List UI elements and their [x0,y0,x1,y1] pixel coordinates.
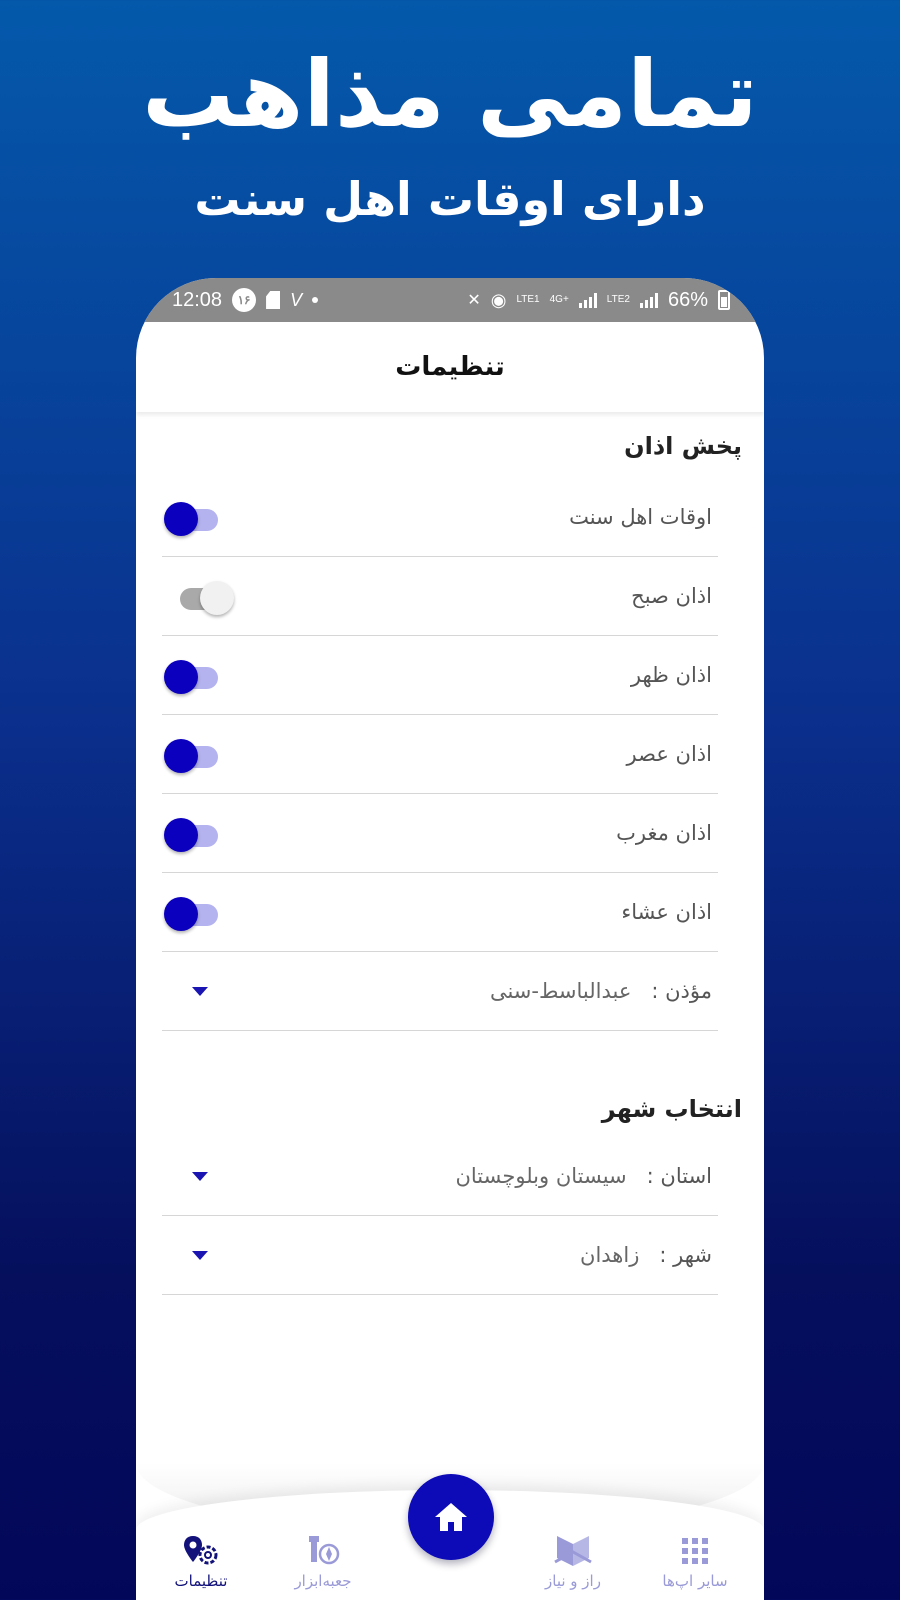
signal-icon-2 [640,292,658,308]
setting-label: اذان صبح [631,584,712,608]
toggle-dhuhr[interactable] [162,657,222,693]
promo-title: تمامی مذاهب [142,41,758,148]
status-bar [136,278,764,322]
notification-badge: ۱۶ [232,288,256,312]
city-section-title: انتخاب شهر [601,1095,742,1123]
azan-section-title: پخش اذان [624,432,742,460]
battery-icon [718,290,730,310]
home-button[interactable] [408,1474,494,1560]
home-icon [433,1501,469,1533]
nav-prayer[interactable] [518,1534,628,1590]
city-key: شهر : [659,1243,712,1267]
setting-row-asr[interactable] [162,715,718,794]
muezzin-label [490,979,712,1003]
province-select[interactable] [162,1137,718,1216]
setting-label: اذان ظهر [630,663,712,687]
mute-icon: ✕ [467,292,481,309]
chevron-down-icon[interactable] [192,1172,208,1181]
province-value: سیستان وبلوچستان [455,1164,627,1188]
battery-percent: 66% [667,288,708,311]
chevron-down-icon[interactable] [192,987,208,996]
setting-label: اذان عشاء [621,900,712,924]
bottom-nav [136,1490,764,1600]
nav-other-apps-label: سایر اپ‌ها [662,1572,728,1590]
muezzin-value: عبدالباسط-سنی [489,979,632,1003]
province-key: استان : [646,1164,712,1188]
status-time: 12:08 [172,288,223,311]
province-label [455,1164,712,1188]
toggle-fajr[interactable] [162,578,222,614]
more-dot-icon [312,297,318,303]
toggle-isha[interactable] [162,894,222,930]
location-gear-icon [181,1534,221,1568]
nav-prayer-label: راز و نیاز [545,1572,601,1590]
flashlight-compass-icon [303,1534,343,1568]
grid-apps-icon [678,1534,712,1568]
chevron-down-icon[interactable] [192,1251,208,1260]
nav-toolbox[interactable] [268,1534,378,1590]
signal-icon [579,292,597,308]
setting-label: اوقات اهل سنت [569,505,712,529]
nav-toolbox-label: جعبه‌ابزار [294,1572,352,1590]
muezzin-key: مؤذن : [651,979,712,1003]
quran-book-icon [551,1534,595,1568]
hotspot-icon: ◉ [490,289,507,310]
muezzin-select[interactable] [162,952,718,1031]
v-icon: V [290,289,303,310]
nav-settings-label: تنظیمات [174,1572,228,1590]
phone-frame [136,278,764,1600]
sim2-label: LTE2 [606,294,630,305]
setting-row-maghrib[interactable] [162,794,718,873]
nav-settings[interactable] [146,1534,256,1590]
nav-other-apps[interactable] [640,1534,750,1590]
setting-row-fajr[interactable] [162,557,718,636]
city-value: زاهدان [580,1243,640,1267]
city-label [580,1243,712,1267]
network-label: 4G+ [549,294,569,305]
setting-row-dhuhr[interactable] [162,636,718,715]
setting-row-sunni-times[interactable] [162,478,718,557]
sd-card-icon [266,291,280,309]
toggle-maghrib[interactable] [162,815,222,851]
setting-label: اذان مغرب [616,821,712,845]
page-title: تنظیمات [136,322,764,412]
city-select[interactable] [162,1216,718,1295]
toggle-sunni-times[interactable] [162,499,222,535]
promo-subtitle: دارای اوقات اهل سنت [194,172,706,226]
toggle-asr[interactable] [162,736,222,772]
setting-label: اذان عصر [626,742,712,766]
setting-row-isha[interactable] [162,873,718,952]
sim1-label: LTE1 [516,294,540,305]
